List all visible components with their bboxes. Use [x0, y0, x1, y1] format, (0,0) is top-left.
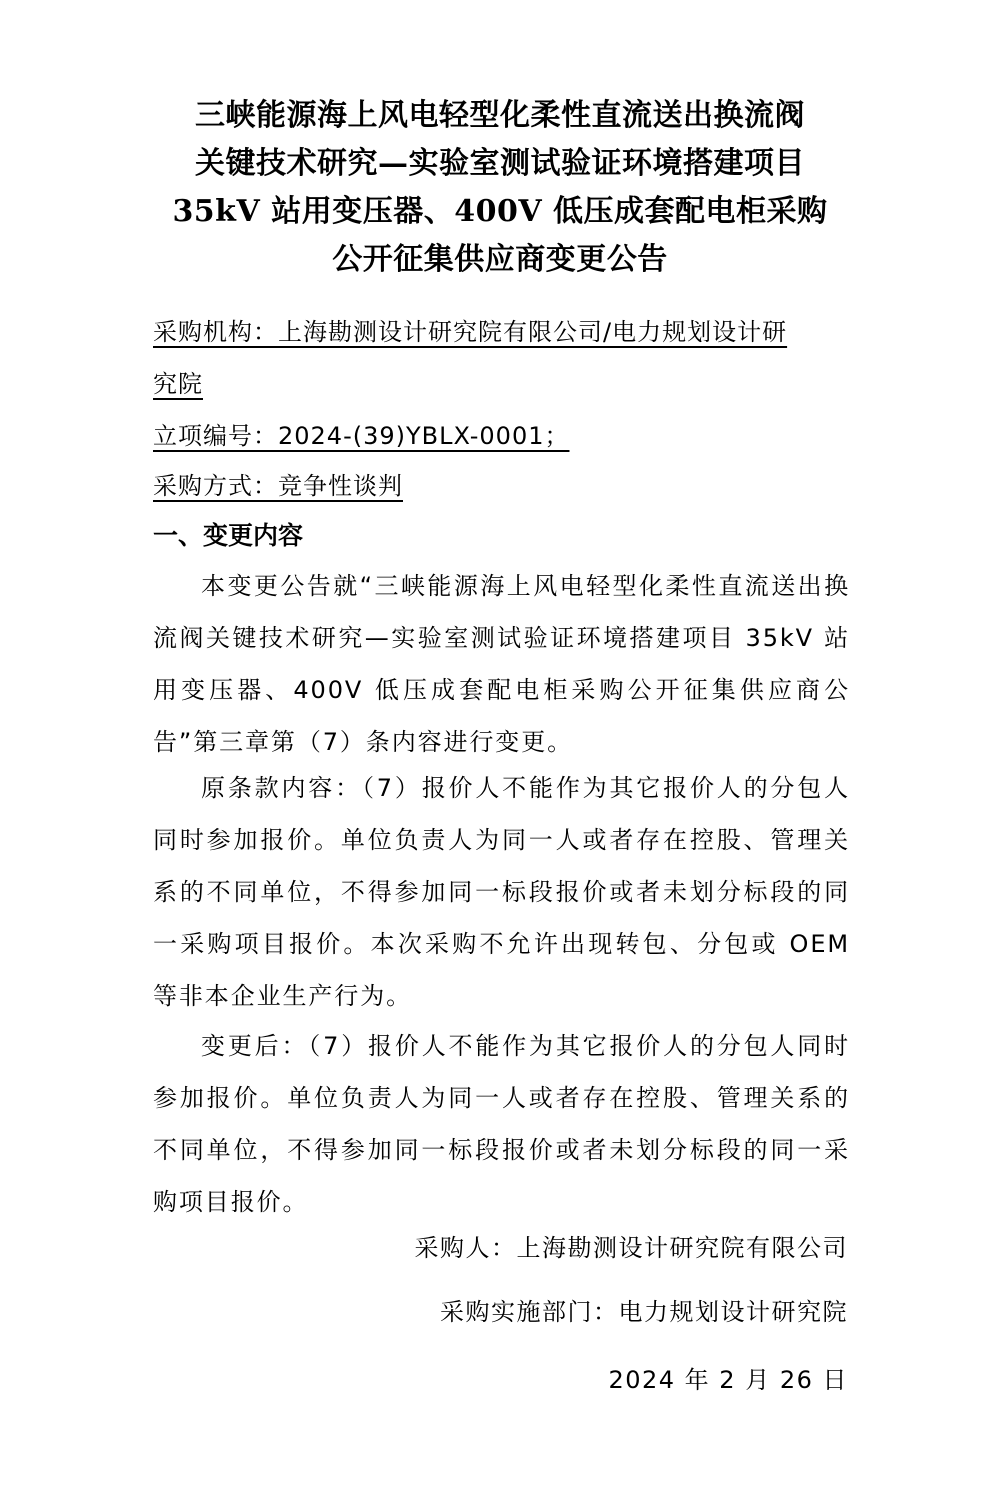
- changed-clause-paragraph: 变更后：（7）报价人不能作为其它报价人的分包人同时参加报价。单位负责人为同一人或者存在控股、管理关系的不同单位，不得参加同一标段报价或者未划分标段的同一采购项目报价。: [153, 1032, 850, 1216]
- project-number-text: 立项编号：2024-(39)YBLX-0001；: [153, 422, 570, 450]
- title-line-1: 三峡能源海上风电轻型化柔性直流送出换流阀: [195, 98, 805, 133]
- procurement-method-text: 采购方式：竞争性谈判: [153, 472, 403, 500]
- department-signature: 采购实施部门：电力规划设计研究院: [440, 1298, 848, 1326]
- announcement-date: 2024 年 2 月 26 日: [608, 1366, 848, 1394]
- change-intro-paragraph: 本变更公告就“三峡能源海上风电轻型化柔性直流送出换流阀关键技术研究—实验室测试验证环境搭建项目 35kV 站用变压器、400V 低压成套配电柜采购公开征集供应商公告”第三章第（7）条内容进行变更。: [153, 572, 850, 756]
- procurement-agency-line-1: 采购机构：上海勘测设计研究院有限公司/电力规划设计研: [153, 318, 788, 346]
- title-line-2: 关键技术研究—实验室测试验证环境搭建项目: [195, 146, 805, 181]
- title-line-3: 35kV 站用变压器、400V 低压成套配电柜采购: [172, 194, 828, 229]
- announcement-title: [150, 92, 850, 284]
- procurement-method: [153, 460, 853, 512]
- original-clause-paragraph: 原条款内容：（7）报价人不能作为其它报价人的分包人同时参加报价。单位负责人为同一人或者存在控股、管理关系的不同单位，不得参加同一标段报价或者未划分标段的同一采购项目报价。本次采购不允许出现转包、分包或 OEM 等非本企业生产行为。: [153, 774, 850, 1010]
- project-number: [153, 410, 853, 462]
- procurement-agency-line-2: 究院: [153, 370, 203, 398]
- section-heading-changes: 一、变更内容: [153, 521, 304, 550]
- purchaser-signature: 采购人：上海勘测设计研究院有限公司: [414, 1234, 848, 1262]
- procurement-agency: [153, 306, 853, 410]
- title-line-4: 公开征集供应商变更公告: [332, 242, 668, 277]
